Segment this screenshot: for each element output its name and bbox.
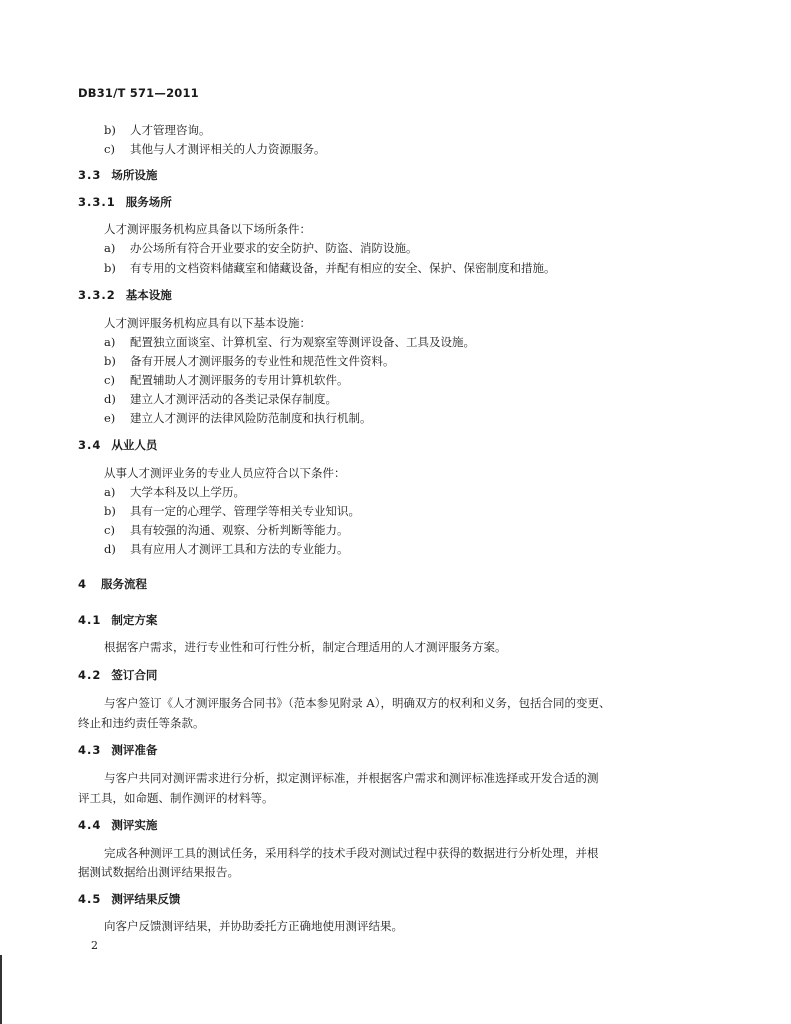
section-title: 制定方案 <box>111 613 158 627</box>
section-body-line: 完成各种测评工具的测试任务，采用科学的技术手段对测试过程中获得的数据进行分析处理，并根 <box>104 846 599 860</box>
item-text: 建立人才测评活动的各类记录保存制度。 <box>130 392 337 406</box>
section-heading-3-3 <box>78 168 157 182</box>
list-item <box>104 542 349 556</box>
section-title: 服务流程 <box>101 577 148 591</box>
section-number: 4.4 <box>78 818 102 832</box>
list-item <box>104 485 245 499</box>
item-text: 建立人才测评的法律风险防范制度和执行机制。 <box>130 411 372 425</box>
section-intro: 从事人才测评业务的专业人员应符合以下条件： <box>104 466 346 480</box>
section-body-line: 评工具，如命题、制作测评的材料等。 <box>78 791 274 805</box>
list-item <box>104 335 475 349</box>
page-number: 2 <box>91 939 98 952</box>
item-text: 具有一定的心理学、管理学等相关专业知识。 <box>130 504 360 518</box>
item-text: 大学本科及以上学历。 <box>130 485 245 499</box>
item-text: 具有应用人才测评工具和方法的专业能力。 <box>130 542 349 556</box>
list-item <box>104 354 395 368</box>
section-heading-3-3-1 <box>78 195 172 209</box>
section-body-line: 与客户签订《人才测评服务合同书》（范本参见附录 A），明确双方的权利和义务，包括合同的变更、 <box>104 696 611 710</box>
list-item <box>104 123 211 137</box>
section-body-line: 据测试数据给出测评结果报告。 <box>78 865 239 879</box>
section-title: 测评准备 <box>111 743 158 757</box>
section-title: 基本设施 <box>125 288 172 302</box>
section-number: 3.3 <box>78 168 102 182</box>
section-intro: 人才测评服务机构应具有以下基本设施： <box>104 316 311 330</box>
item-label: d) <box>104 542 116 556</box>
section-body-line: 与客户共同对测评需求进行分析，拟定测评标准，并根据客户需求和测评标准选择或开发合适的测 <box>104 771 599 785</box>
list-item <box>104 523 349 537</box>
item-label: b) <box>104 261 116 275</box>
section-body: 根据客户需求，进行专业性和可行性分析，制定合理适用的人才测评服务方案。 <box>104 640 507 654</box>
section-number: 4.2 <box>78 668 102 682</box>
section-heading-4-1 <box>78 613 157 627</box>
list-item <box>104 373 349 387</box>
item-text: 配置辅助人才测评服务的专用计算机软件。 <box>130 373 349 387</box>
section-body: 向客户反馈测评结果，并协助委托方正确地使用测评结果。 <box>104 919 403 933</box>
list-item <box>104 411 372 425</box>
item-label: c) <box>104 523 115 537</box>
section-heading-4 <box>78 577 147 591</box>
section-number: 3.3.1 <box>78 195 116 209</box>
section-title: 签订合同 <box>111 668 158 682</box>
section-title: 服务场所 <box>125 195 172 209</box>
scan-edge-mark <box>0 955 2 1024</box>
section-title: 测评实施 <box>111 818 158 832</box>
section-intro: 人才测评服务机构应具备以下场所条件： <box>104 222 311 236</box>
section-title: 从业人员 <box>111 438 158 452</box>
list-item <box>104 504 360 518</box>
section-heading-4-4 <box>78 818 157 832</box>
item-label: c) <box>104 373 115 387</box>
item-label: b) <box>104 504 116 518</box>
section-heading-4-5 <box>78 892 180 906</box>
section-title: 测评结果反馈 <box>111 892 181 906</box>
item-text: 有专用的文档资料储藏室和储藏设备，并配有相应的安全、保护、保密制度和措施。 <box>130 261 556 275</box>
item-text: 人才管理咨询。 <box>130 123 211 137</box>
item-label: a) <box>104 485 116 499</box>
section-number: 4.5 <box>78 892 102 906</box>
list-item <box>104 261 556 275</box>
list-item <box>104 241 418 255</box>
item-text: 具有较强的沟通、观察、分析判断等能力。 <box>130 523 349 537</box>
item-label: b) <box>104 354 116 368</box>
item-text: 办公场所有符合开业要求的安全防护、防盗、消防设施。 <box>130 241 418 255</box>
section-heading-3-3-2 <box>78 288 172 302</box>
item-label: b) <box>104 123 116 137</box>
section-body-line: 终止和违约责任等条款。 <box>78 716 205 730</box>
item-text: 备有开展人才测评服务的专业性和规范性文件资料。 <box>130 354 395 368</box>
item-label: a) <box>104 335 116 349</box>
item-text: 配置独立面谈室、计算机室、行为观察室等测评设备、工具及设施。 <box>130 335 475 349</box>
section-heading-4-2 <box>78 668 157 682</box>
item-label: e) <box>104 411 116 425</box>
item-label: c) <box>104 142 115 156</box>
item-text: 其他与人才测评相关的人力资源服务。 <box>130 142 326 156</box>
section-heading-3-4 <box>78 438 157 452</box>
section-title: 场所设施 <box>111 168 158 182</box>
item-label: a) <box>104 241 116 255</box>
item-label: d) <box>104 392 116 406</box>
section-number: 3.4 <box>78 438 102 452</box>
list-item <box>104 142 326 156</box>
document-code: DB31/T 571—2011 <box>78 86 199 100</box>
section-number: 4.1 <box>78 613 102 627</box>
section-number: 3.3.2 <box>78 288 116 302</box>
section-heading-4-3 <box>78 743 157 757</box>
section-number: 4.3 <box>78 743 102 757</box>
section-number: 4 <box>78 577 88 591</box>
list-item <box>104 392 337 406</box>
